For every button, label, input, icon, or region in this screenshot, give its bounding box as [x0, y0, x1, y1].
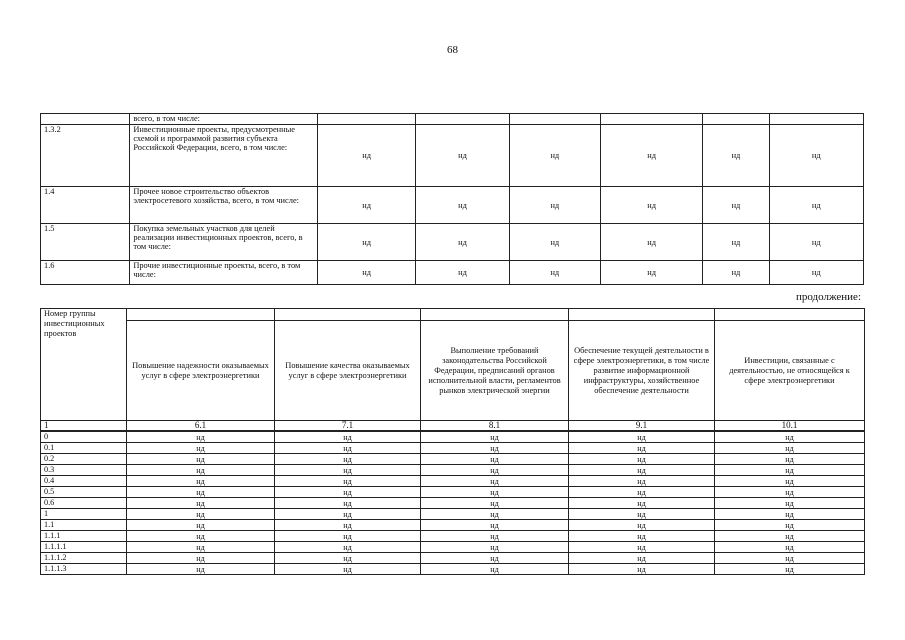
value-cell: нд	[421, 520, 569, 531]
value-cell	[509, 114, 600, 125]
value-cell: нд	[127, 465, 275, 476]
group-number: 1	[41, 509, 127, 520]
column-number: 10.1	[715, 421, 865, 432]
group-number: 0.4	[41, 476, 127, 487]
column-number: 8.1	[421, 421, 569, 432]
header-spacer-cell	[569, 309, 715, 321]
value-cell: нд	[127, 553, 275, 564]
column-header: Выполнение требований законодательства Российской Федерации, предписаний органов исполнительной власти, регламентов рынков электрической энергии	[421, 321, 569, 421]
value-cell: нд	[421, 542, 569, 553]
header-spacer-cell	[421, 309, 569, 321]
value-cell: нд	[715, 531, 865, 542]
value-cell: нд	[509, 261, 600, 285]
value-cell: нд	[275, 553, 421, 564]
value-cell: нд	[715, 542, 865, 553]
value-cell: нд	[509, 125, 600, 187]
group-number: 1.1.1.1	[41, 542, 127, 553]
value-cell: нд	[421, 431, 569, 443]
value-cell: нд	[275, 465, 421, 476]
column-number: 9.1	[569, 421, 715, 432]
continuation-label: продолжение:	[795, 291, 861, 303]
value-cell: нд	[275, 487, 421, 498]
page-number: 68	[447, 44, 458, 56]
value-cell: нд	[715, 564, 865, 575]
column-number-row	[41, 421, 865, 432]
table-row	[41, 509, 865, 520]
header-spacer-cell	[715, 309, 865, 321]
value-cell: нд	[127, 542, 275, 553]
value-cell: нд	[127, 498, 275, 509]
value-cell: нд	[317, 187, 415, 224]
table-row	[41, 487, 865, 498]
value-cell: нд	[421, 465, 569, 476]
row-description: Прочее новое строительство объектов электросетевого хозяйства, всего, в том числе:	[130, 187, 318, 224]
value-cell	[769, 114, 863, 125]
value-cell: нд	[715, 498, 865, 509]
group-number: 1.1.1.2	[41, 553, 127, 564]
value-cell: нд	[715, 465, 865, 476]
table-row	[41, 564, 865, 575]
row-description: всего, в том числе:	[130, 114, 318, 125]
value-cell: нд	[769, 261, 863, 285]
group-number: 1.1.1	[41, 531, 127, 542]
value-cell: нд	[600, 224, 702, 261]
group-number-header: Номер группы инвестиционных проектов	[41, 309, 127, 421]
value-cell: нд	[421, 531, 569, 542]
table-row	[41, 454, 865, 465]
value-cell: нд	[421, 564, 569, 575]
value-cell: нд	[317, 125, 415, 187]
table-row	[41, 261, 864, 285]
group-number: 1.1	[41, 520, 127, 531]
value-cell: нд	[715, 431, 865, 443]
table-row	[41, 465, 865, 476]
value-cell: нд	[703, 261, 769, 285]
value-cell: нд	[416, 261, 509, 285]
value-cell: нд	[569, 487, 715, 498]
value-cell: нд	[421, 498, 569, 509]
value-cell: нд	[127, 564, 275, 575]
group-number: 1.1.1.3	[41, 564, 127, 575]
group-number: 0.5	[41, 487, 127, 498]
value-cell: нд	[569, 431, 715, 443]
value-cell: нд	[703, 125, 769, 187]
value-cell: нд	[600, 261, 702, 285]
value-cell: нд	[715, 553, 865, 564]
value-cell: нд	[509, 187, 600, 224]
table-row	[41, 542, 865, 553]
value-cell: нд	[127, 454, 275, 465]
value-cell: нд	[715, 520, 865, 531]
value-cell: нд	[127, 487, 275, 498]
value-cell: нд	[416, 224, 509, 261]
top-table	[40, 113, 864, 285]
value-cell: нд	[416, 187, 509, 224]
value-cell	[416, 114, 509, 125]
value-cell: нд	[275, 476, 421, 487]
value-cell: нд	[509, 224, 600, 261]
value-cell: нд	[275, 520, 421, 531]
group-number: 0.3	[41, 465, 127, 476]
column-header: Повышение качества оказываемых услуг в сфере электроэнергетики	[275, 321, 421, 421]
column-number: 7.1	[275, 421, 421, 432]
value-cell: нд	[715, 487, 865, 498]
value-cell: нд	[275, 564, 421, 575]
group-number: 0.6	[41, 498, 127, 509]
value-cell: нд	[569, 542, 715, 553]
value-cell: нд	[600, 125, 702, 187]
row-description: Инвестиционные проекты, предусмотренные схемой и программой развития субъекта Российской Федерации, всего, в том числе:	[130, 125, 318, 187]
value-cell: нд	[421, 509, 569, 520]
value-cell: нд	[275, 531, 421, 542]
column-number: 6.1	[127, 421, 275, 432]
value-cell: нд	[715, 454, 865, 465]
value-cell: нд	[715, 509, 865, 520]
bottom-table	[40, 308, 865, 575]
value-cell: нд	[275, 443, 421, 454]
table-row	[41, 531, 865, 542]
value-cell: нд	[569, 454, 715, 465]
value-cell: нд	[569, 443, 715, 454]
header-row	[41, 321, 865, 421]
table-row	[41, 443, 865, 454]
row-number	[41, 114, 130, 125]
value-cell: нд	[275, 454, 421, 465]
value-cell: нд	[569, 531, 715, 542]
column-header: Обеспечение текущей деятельности в сфере электроэнергетики, в том числе развитие информационной инфраструктуры, хозяйственное обеспечение деятельности	[569, 321, 715, 421]
table-row	[41, 114, 864, 125]
table-row	[41, 553, 865, 564]
value-cell: нд	[421, 476, 569, 487]
value-cell: нд	[275, 542, 421, 553]
value-cell: нд	[569, 498, 715, 509]
value-cell: нд	[769, 224, 863, 261]
value-cell: нд	[127, 520, 275, 531]
table-row	[41, 187, 864, 224]
row-description: Прочие инвестиционные проекты, всего, в том числе:	[130, 261, 318, 285]
value-cell: нд	[715, 443, 865, 454]
row-number: 1.3.2	[41, 125, 130, 187]
value-cell: нд	[275, 498, 421, 509]
value-cell: нд	[600, 187, 702, 224]
table-row	[41, 476, 865, 487]
value-cell: нд	[569, 564, 715, 575]
value-cell: нд	[703, 187, 769, 224]
value-cell: нд	[317, 261, 415, 285]
value-cell: нд	[421, 553, 569, 564]
value-cell	[317, 114, 415, 125]
column-header: Повышение надежности оказываемых услуг в сфере электроэнергетики	[127, 321, 275, 421]
value-cell: нд	[769, 187, 863, 224]
group-number: 0.1	[41, 443, 127, 454]
group-number: 0.2	[41, 454, 127, 465]
value-cell: нд	[569, 520, 715, 531]
value-cell: нд	[769, 125, 863, 187]
value-cell: нд	[416, 125, 509, 187]
value-cell: нд	[569, 465, 715, 476]
value-cell: нд	[127, 509, 275, 520]
header-row-top	[41, 309, 865, 321]
value-cell: нд	[275, 509, 421, 520]
column-header: Инвестиции, связанные с деятельностью, не относящейся к сфере электроэнергетики	[715, 321, 865, 421]
row-number: 1.4	[41, 187, 130, 224]
value-cell: нд	[127, 431, 275, 443]
value-cell: нд	[317, 224, 415, 261]
value-cell: нд	[569, 476, 715, 487]
header-spacer-cell	[275, 309, 421, 321]
value-cell: нд	[127, 476, 275, 487]
row-description: Покупка земельных участков для целей реализации инвестиционных проектов, всего, в том числе:	[130, 224, 318, 261]
column-number: 1	[41, 421, 127, 432]
table-row	[41, 498, 865, 509]
value-cell: нд	[127, 531, 275, 542]
value-cell: нд	[127, 443, 275, 454]
value-cell: нд	[703, 224, 769, 261]
value-cell: нд	[569, 553, 715, 564]
value-cell	[703, 114, 769, 125]
value-cell: нд	[715, 476, 865, 487]
table-row	[41, 431, 865, 443]
row-number: 1.5	[41, 224, 130, 261]
table-row	[41, 520, 865, 531]
row-number: 1.6	[41, 261, 130, 285]
value-cell: нд	[421, 487, 569, 498]
value-cell	[600, 114, 702, 125]
value-cell: нд	[421, 454, 569, 465]
value-cell: нд	[421, 443, 569, 454]
header-spacer-cell	[127, 309, 275, 321]
table-row	[41, 224, 864, 261]
value-cell: нд	[569, 509, 715, 520]
group-number: 0	[41, 431, 127, 443]
table-row	[41, 125, 864, 187]
value-cell: нд	[275, 431, 421, 443]
